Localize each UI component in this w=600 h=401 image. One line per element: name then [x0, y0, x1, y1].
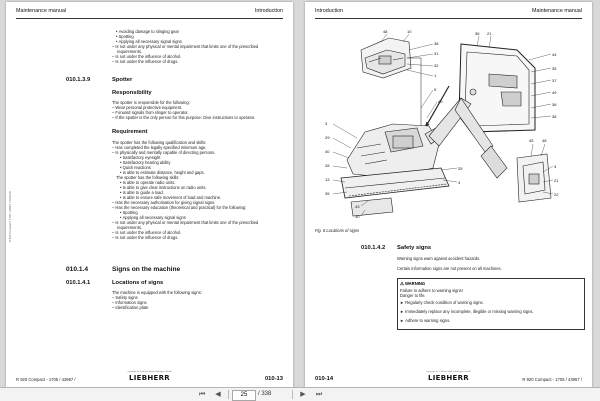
warning-action: ► Immediately replace any incomplete, illegible or missing warning signs. — [400, 309, 534, 314]
subsection-title: Requirement — [112, 129, 148, 135]
list-item: • Applying all necessary signal signs — [120, 215, 186, 220]
callout-label: 21 — [487, 31, 492, 36]
list-item: – Is not under the influence of alcohol. — [112, 54, 182, 59]
warning-title: ⚠WARNING — [400, 281, 426, 286]
left-page — [6, 2, 293, 388]
page-number-input[interactable]: 25 — [232, 390, 256, 401]
right-header-title: Maintenance manual — [531, 8, 582, 14]
arrow-right-icon: ► — [400, 309, 405, 314]
liebherr-logo: LIEBHERR — [427, 374, 470, 382]
list-item: – Forward signals from slinger to operator. — [112, 110, 189, 115]
warning-icon: ⚠ — [400, 281, 404, 286]
callout-label: 21 — [554, 178, 559, 183]
right-header-section: Introduction — [315, 8, 344, 14]
last-page-icon[interactable]: ⏭ — [315, 390, 323, 398]
left-header-title: Maintenance manual — [16, 8, 67, 14]
left-header-rule — [16, 18, 283, 19]
list-item: – Has the necessary education (theoretical and practical) for the following: — [112, 205, 247, 210]
warning-line: Failure to adhere to warning signs! — [400, 288, 463, 293]
callout-label: 45 — [529, 138, 534, 143]
callout-label: 32 — [434, 63, 439, 68]
callout-label: 4 — [458, 180, 461, 185]
footer-page-number: 010-13 — [264, 376, 283, 382]
list-item: requirements. — [117, 49, 143, 54]
arrow-right-icon: ► — [400, 300, 405, 305]
footer-copyright: copyright for Liebherr-Hydraulikbagger GmbH — [426, 371, 471, 373]
footer-doc-id: R 920 Compact - 1705 / 43957 / — [522, 377, 582, 382]
list-item: • Is able to operate radio units. — [120, 180, 176, 185]
callout-label: 36 — [552, 102, 557, 107]
warning-action: ► Adhere to warning signs. — [400, 318, 451, 323]
warning-box — [397, 278, 585, 330]
callout-label: 13 — [325, 177, 330, 182]
left-header — [16, 8, 283, 18]
subsection-title: Responsibility — [112, 90, 152, 96]
list-item: – Is not under the influence of drugs. — [112, 235, 179, 240]
liebherr-logo: LIEBHERR — [128, 374, 171, 382]
figure-caption: Fig. 8 Locations of signs — [315, 228, 360, 233]
list-item: • Is able to guide a load. — [120, 190, 164, 195]
section-number: 010.1.4 — [66, 266, 88, 273]
first-page-icon[interactable]: ⏮ — [198, 390, 206, 398]
callout-label: 48 — [542, 138, 547, 143]
list-item: • Is able to estimate distance, height and gaps. — [120, 170, 205, 175]
warning-action: ► Regularly check condition of warning signs. — [400, 300, 484, 305]
list-item: • Applying all necessary signal signs — [116, 39, 182, 44]
footer-page-number: 010-14 — [315, 376, 334, 382]
callout-label: 44 — [552, 52, 557, 57]
callout-label: 48 — [383, 29, 388, 34]
list-item: • Avoiding damage to slinging gear — [116, 29, 180, 34]
callout-label: 22 — [554, 192, 559, 197]
section-number: 010.1.4.2 — [361, 245, 386, 251]
viewer-toolbar — [0, 387, 600, 401]
list-item: – Identification plate — [112, 305, 149, 310]
callout-label: 30 — [355, 214, 360, 219]
previous-page-icon[interactable]: ◀ — [215, 390, 221, 398]
left-body — [16, 22, 283, 368]
list-item: – Has the necessary authorisation for giving signal signs. — [112, 200, 216, 205]
list-item: – Is not under any physical or mental impairment that limits one of the prescribed — [112, 44, 259, 49]
callout-label: 49 — [552, 90, 557, 95]
footer-doc-id: R 920 Compact - 1705 / 43957 / — [16, 377, 76, 382]
section-number: 010.1.4.1 — [66, 280, 91, 286]
right-page — [305, 2, 592, 388]
callout-label: 38 — [434, 41, 439, 46]
arrow-right-icon: ► — [400, 318, 405, 323]
list-item: – If the spotter is the only person for this purpose: Give instructions to operator. — [112, 115, 256, 120]
right-footer — [315, 370, 582, 382]
list-item: – Has completed the legally specified minimum age. — [112, 145, 207, 150]
callout-label: 40 — [325, 149, 330, 154]
callout-label: 29 — [325, 135, 330, 140]
list-item: – Safety signs — [112, 295, 138, 300]
callout-label: 40 — [438, 99, 443, 104]
list-item: – Is not under the influence of drugs. — [112, 59, 179, 64]
footer-copyright: copyright for Liebherr-Hydraulikbagger GmbH — [127, 371, 172, 373]
list-item: • Spotting — [120, 210, 138, 215]
list-item: requirements. — [117, 225, 143, 230]
callout-label: 10 — [407, 29, 412, 34]
callout-label: 37 — [552, 78, 557, 83]
callout-label: 3 — [325, 121, 328, 126]
callout-label: 36 — [475, 31, 480, 36]
paragraph: The spotter is responsible for the following: — [112, 100, 190, 105]
callout-label: 35 — [325, 191, 330, 196]
section-title: Signs on the machine — [112, 266, 181, 273]
list-item: – Wear personal protective equipment. — [112, 105, 183, 110]
callout-label: 31 — [434, 51, 439, 56]
left-footer — [16, 370, 283, 382]
list-item: • Spotting — [116, 34, 134, 39]
callout-label: 35 — [552, 66, 557, 71]
section-title: Safety signs — [397, 245, 432, 251]
excavator-sign-locations-diagram — [321, 28, 571, 224]
list-item: – Is not under any physical or mental impairment that limits one of the prescribed — [112, 220, 259, 225]
list-item: • Satisfactory eyesight — [120, 155, 161, 160]
list-item: – Is physically and mentally capable of directing persons. — [112, 150, 216, 155]
paragraph: The machine is equipped with the following signs: — [112, 290, 202, 295]
toolbar-divider — [292, 390, 293, 399]
list-item: • Is able to give clear instructions on radio units. — [120, 185, 207, 190]
next-page-icon[interactable]: ▶ — [300, 390, 306, 398]
callout-label: 3 — [554, 164, 557, 169]
paragraph: Warning signs warn against accident hazards. — [397, 256, 481, 261]
callout-label: 1 — [434, 73, 437, 78]
right-header — [315, 8, 582, 18]
right-header-rule — [315, 18, 582, 19]
section-title: Spotter — [112, 77, 133, 83]
list-item: • Satisfactory hearing ability — [120, 160, 171, 165]
callout-label: 5 — [434, 87, 437, 92]
toolbar-divider — [228, 390, 229, 399]
list-item: – Is not under the influence of alcohol. — [112, 230, 182, 235]
callout-label: 25 — [458, 166, 463, 171]
callout-label: 28 — [325, 163, 330, 168]
list-item: • Is able to ensure safe movement of load and machine. — [120, 195, 222, 200]
list-item: • Quick reactions — [120, 165, 151, 170]
callout-label: 38 — [552, 114, 557, 119]
callout-label: 43 — [355, 204, 360, 209]
section-number: 010.1.3.9 — [66, 77, 91, 83]
warning-line: Danger to life. — [400, 293, 426, 298]
paragraph: The spotter has the following qualification and skills: — [112, 140, 207, 145]
list-item: – Information signs — [112, 300, 147, 305]
section-title: Locations of signs — [112, 280, 164, 286]
left-header-section: Introduction — [254, 8, 283, 14]
page-total: / 338 — [258, 391, 272, 397]
paragraph: The spotter has the following skills: — [116, 175, 180, 180]
margin-note: R 920 Compact / 1705 / 43957 / 2019-08 — [8, 191, 12, 242]
paragraph: Certain information signs are not present on all machines. — [397, 266, 502, 271]
